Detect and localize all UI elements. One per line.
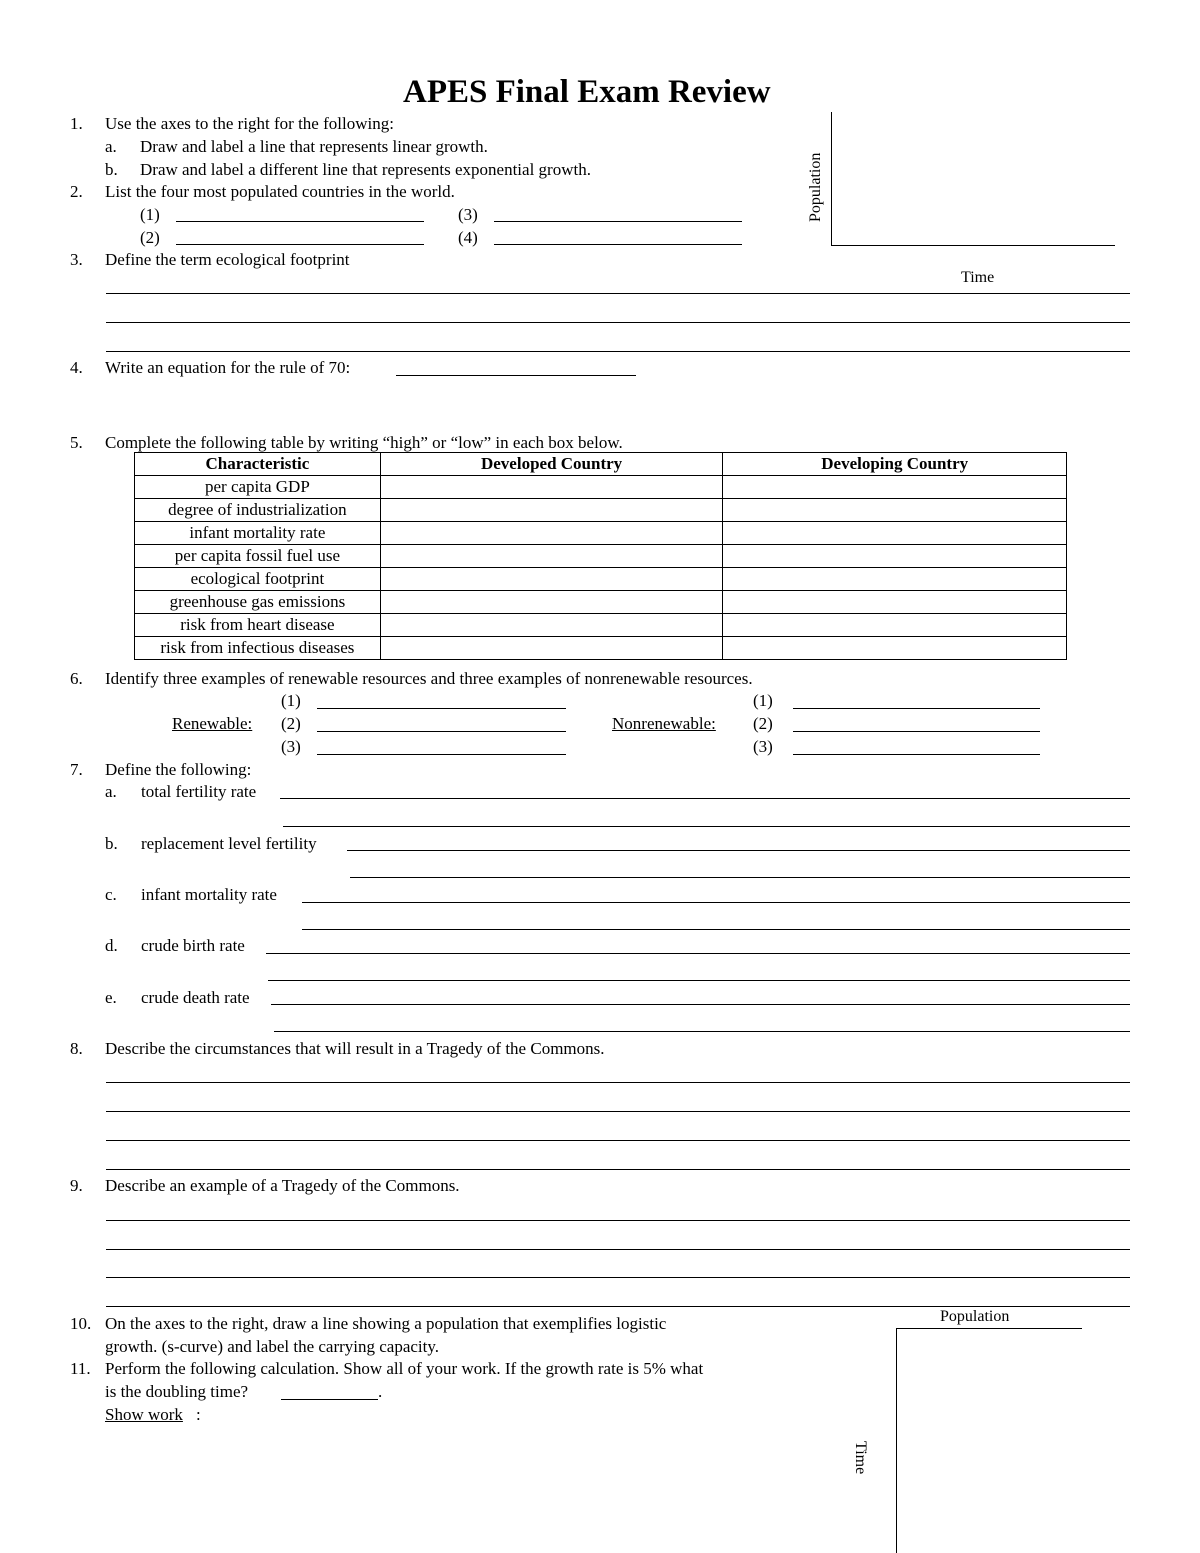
q1-x-axis-label: Time [961,269,995,286]
nonrenewable-label: Nonrenewable: [612,714,716,733]
q10-y-axis-label: Time [852,1441,869,1475]
q7-e-label: e. [105,988,117,1007]
q8-answer-line[interactable] [106,1140,1130,1141]
q7-a-text: total fertility rate [141,782,257,801]
q5-number: 5. [70,433,83,452]
developed-cell[interactable] [380,568,723,591]
table-header-characteristic: Characteristic [135,453,381,476]
q9-answer-line[interactable] [106,1249,1130,1250]
row-characteristic: ecological footprint [135,568,381,591]
q4-number: 4. [70,358,83,377]
q7-c-answer-line[interactable] [302,929,1130,930]
q11-answer-line[interactable] [281,1399,378,1400]
q7-d-answer-line[interactable] [268,980,1130,981]
row-characteristic: risk from infectious diseases [135,637,381,660]
q3-answer-line[interactable] [106,293,1130,294]
table-row [135,499,1067,522]
developing-cell[interactable] [723,522,1067,545]
q2-label-2: (2) [140,228,160,247]
q8-answer-line[interactable] [106,1111,1130,1112]
table-row [135,637,1067,660]
developed-cell[interactable] [380,591,723,614]
renewable-answer-line-1[interactable] [317,708,566,709]
q7-e-text: crude death rate [141,988,250,1007]
nonrenewable-answer-line-3[interactable] [793,754,1040,755]
developed-cell[interactable] [380,637,723,660]
q8-answer-line[interactable] [106,1082,1130,1083]
q7-number: 7. [70,760,83,779]
q10-number: 10. [70,1314,92,1333]
q8-number: 8. [70,1039,83,1058]
q7-b-text: replacement level fertility [141,834,317,853]
developing-cell[interactable] [723,637,1067,660]
q1-y-axis-label: Population [807,152,824,222]
q7-e-answer-line[interactable] [271,1004,1130,1005]
q3-number: 3. [70,250,83,269]
table-header-developing: Developing Country [723,453,1067,476]
q2-answer-line-3[interactable] [494,221,742,222]
q7-d-answer-line[interactable] [266,953,1130,954]
q7-b-answer-line[interactable] [350,877,1130,878]
q7-b-label: b. [105,834,118,853]
row-characteristic: per capita GDP [135,476,381,499]
q1-number: 1. [70,114,83,133]
table-row [135,545,1067,568]
q1-a-label: a. [105,137,117,156]
table-row [135,614,1067,637]
q11-show-work-colon: : [196,1405,201,1424]
q2-answer-line-2[interactable] [176,244,424,245]
q1-x-axis[interactable] [831,245,1115,246]
q2-label-4: (4) [458,228,478,247]
q10-vertical-axis[interactable] [896,1328,897,1553]
page-title: APES Final Exam Review [403,74,771,110]
q5-table [134,452,1067,660]
q11-period: . [378,1382,383,1401]
q11-text-line2: is the doubling time? [105,1382,249,1401]
row-characteristic: per capita fossil fuel use [135,545,381,568]
developing-cell[interactable] [723,476,1067,499]
q6-number: 6. [70,669,83,688]
q2-label-3: (3) [458,205,478,224]
developing-cell[interactable] [723,614,1067,637]
q4-text: Write an equation for the rule of 70: [105,358,351,377]
row-characteristic: greenhouse gas emissions [135,591,381,614]
q10-top-axis[interactable] [896,1328,1082,1329]
table-row [135,591,1067,614]
q8-text: Describe the circumstances that will result in a Tragedy of the Commons. [105,1039,605,1058]
q1-text: Use the axes to the right for the following: [105,114,394,133]
nonrenewable-answer-line-2[interactable] [793,731,1040,732]
q10-text-line2: growth. (s-curve) and label the carrying capacity. [105,1337,440,1356]
renewable-label: Renewable: [172,714,253,733]
table-row [135,522,1067,545]
q1-b-text: Draw and label a different line that represents exponential growth. [140,160,591,179]
q2-answer-line-4[interactable] [494,244,742,245]
q9-text: Describe an example of a Tragedy of the Commons. [105,1176,460,1195]
table-header-row [135,453,1067,476]
nonrenewable-answer-line-1[interactable] [793,708,1040,709]
q3-text: Define the term ecological footprint [105,250,350,269]
renewable-answer-line-3[interactable] [317,754,566,755]
developing-cell[interactable] [723,545,1067,568]
developing-cell[interactable] [723,568,1067,591]
developed-cell[interactable] [380,522,723,545]
q3-answer-line[interactable] [106,351,1130,352]
q7-d-text: crude birth rate [141,936,245,955]
renewable-num-3: (3) [281,737,301,756]
row-characteristic: infant mortality rate [135,522,381,545]
table-header-developed: Developed Country [380,453,723,476]
row-characteristic: degree of industrialization [135,499,381,522]
q2-number: 2. [70,182,83,201]
q9-answer-line[interactable] [106,1306,1130,1307]
q9-answer-line[interactable] [106,1220,1130,1221]
nonrenewable-num-2: (2) [753,714,773,733]
q8-answer-line[interactable] [106,1169,1130,1170]
q7-a-answer-line[interactable] [283,826,1130,827]
q11-number: 11. [70,1359,91,1378]
developed-cell[interactable] [380,476,723,499]
renewable-answer-line-2[interactable] [317,731,566,732]
q11-text-line1: Perform the following calculation. Show all of your work. If the growth rate is 5% what [105,1359,704,1378]
q1-b-label: b. [105,160,118,179]
q5-text: Complete the following table by writing “high” or “low” in each box below. [105,433,623,452]
q1-a-text: Draw and label a line that represents linear growth. [140,137,488,156]
q7-c-answer-line[interactable] [302,902,1130,903]
q7-d-label: d. [105,936,118,955]
q6-text: Identify three examples of renewable resources and three examples of nonrenewable resources. [105,669,753,688]
q7-c-label: c. [105,885,117,904]
q4-answer-line[interactable] [396,375,636,376]
developed-cell[interactable] [380,614,723,637]
q2-text: List the four most populated countries in the world. [105,182,455,201]
q10-text-line1: On the axes to the right, draw a line showing a population that exemplifies logistic [105,1314,667,1333]
q7-b-answer-line[interactable] [347,850,1130,851]
q7-c-text: infant mortality rate [141,885,277,904]
q9-answer-line[interactable] [106,1277,1130,1278]
developing-cell[interactable] [723,499,1067,522]
q2-label-1: (1) [140,205,160,224]
developed-cell[interactable] [380,545,723,568]
q1-y-axis[interactable] [831,112,832,246]
table-row [135,476,1067,499]
q9-number: 9. [70,1176,83,1195]
q10-x-axis-label: Population [940,1308,1010,1325]
developed-cell[interactable] [380,499,723,522]
q3-answer-line[interactable] [106,322,1130,323]
renewable-num-2: (2) [281,714,301,733]
developing-cell[interactable] [723,591,1067,614]
table-row [135,568,1067,591]
nonrenewable-num-3: (3) [753,737,773,756]
row-characteristic: risk from heart disease [135,614,381,637]
q11-show-work: Show work [105,1405,183,1424]
q7-text: Define the following: [105,760,252,779]
q7-a-label: a. [105,782,117,801]
renewable-num-1: (1) [281,691,301,710]
nonrenewable-num-1: (1) [753,691,773,710]
q7-e-answer-line[interactable] [274,1031,1130,1032]
q2-answer-line-1[interactable] [176,221,424,222]
q7-a-answer-line[interactable] [280,798,1130,799]
